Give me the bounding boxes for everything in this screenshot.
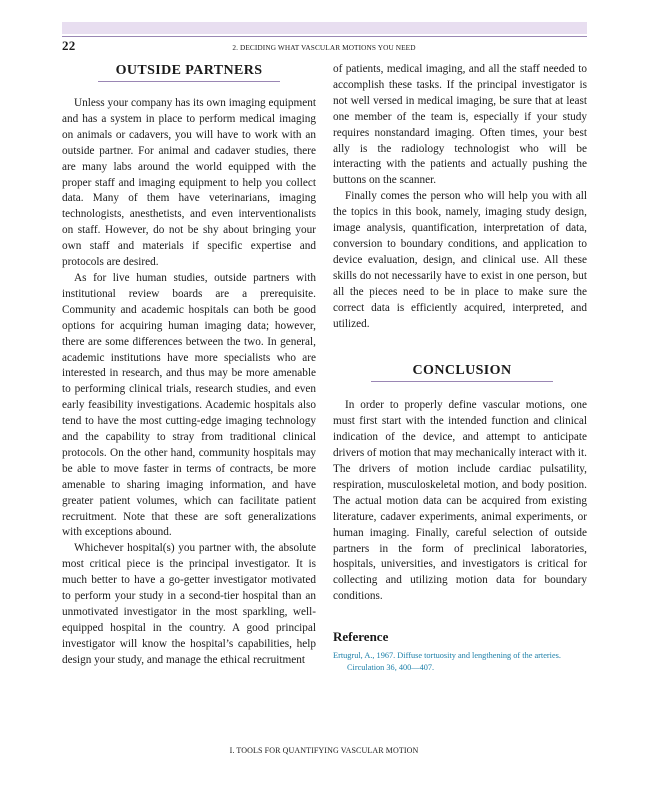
- conclusion-paragraph: In order to properly define vascular motions, one must first start with the intended function and clinical indication of the device, and attempt to anticipate drivers of motion that may mechanically interact with it. The drivers of motion include cardiac pulsatility, respiration, musculoskeletal motion, and body position. The actual motion data can be acquired from existing literature, cadaver experiments, animal experiments, or human imaging. Finally, careful selection of outside partners in the form of preclinical laboratories, hospitals, universities, and investigators is critical for collecting and utilizing motion data for boundary conditions.: [333, 399, 587, 603]
- section-heading-conclusion: CONCLUSION: [412, 363, 512, 379]
- right-column: [333, 62, 587, 673]
- reference-entry[interactable]: Ertugrul, A., 1967. Diffuse tortuosity and lengthening of the arteries. Circulation 36, 400—407.: [333, 651, 561, 672]
- header-band: [62, 22, 587, 34]
- running-head: 2. DECIDING WHAT VASCULAR MOTIONS YOU NEED: [232, 43, 416, 52]
- paragraph: Whichever hospital(s) you partner with, the absolute most critical piece is the principal investigator. It is much better to have a go-getter investigator motivated to perform your study in a second-tier hospital than an unmotivated investigator in the most sparkling, well-equipped hospital in the country. A good principal investigator will know the hospital’s capabilities, help design your study, and manage the ethical recruitment: [62, 542, 316, 666]
- outside-partners-heading-block: [98, 62, 280, 82]
- header-rule: [62, 36, 587, 37]
- footer-running-title: I. TOOLS FOR QUANTIFYING VASCULAR MOTION: [229, 746, 419, 755]
- reference-heading: Reference: [333, 629, 389, 645]
- paragraph: As for live human studies, outside partners with institutional review boards are a prerequisite. Community and academic hospitals can both be good options for acquiring human imaging data; however, there are some differences between the two. In general, academic institutions have more specialists who are interested in research, and thus may be more amenable to performing clinical trials, research studies, and even early feasibility investigations. Academic hospitals also tend to have the most cutting-edge imaging technology and the capability to stray from traditional clinical protocols. On the other hand, community hospitals may be able to move faster in terms of contracts, be more amenable to sharing imaging information, and have greater patient volumes, which can facilitate patient recruitment. Note that these are soft generalizations with exceptions abound.: [62, 271, 316, 539]
- section-heading-outside-partners: OUTSIDE PARTNERS: [115, 63, 263, 78]
- page-number: 22: [62, 38, 76, 53]
- left-column: [62, 62, 316, 669]
- paragraph: Unless your company has its own imaging equipment and has a system in place to perform medical imaging on animals or cadavers, you will have to work with an outside partner. For animal and cadaver studies, there are many labs around the world equipped with the proper staff and imaging equipment to help you collect data. Many of them have veterinarians, imaging technologists, anesthetists, and even interventionalists on staff. However, do not be shy about bringing your own staff and materials if specific expertise and protocols are desired.: [62, 97, 316, 269]
- conclusion-heading-block: [371, 362, 553, 382]
- paragraph: Finally comes the person who will help you with all the topics in this book, namely, imaging study design, image analysis, quantification, interpretation of data, conversion to boundary conditions, and application to device evaluation, design, and clinical use. All these skills do not necessarily have to exist in one person, but all the pieces need to be in place to make sure the correct data is efficiently acquired, interpreted, and utilized.: [333, 190, 587, 330]
- paragraph: of patients, medical imaging, and all the staff needed to accomplish these tasks. If the principal investigator is not well versed in medical imaging, be sure that at least one member of the team is, especially if your study requires nonstandard imaging. Often times, your best ally is the radiology technologist who will be interacting with the patients and actually pushing the buttons on the scanner.: [333, 63, 587, 187]
